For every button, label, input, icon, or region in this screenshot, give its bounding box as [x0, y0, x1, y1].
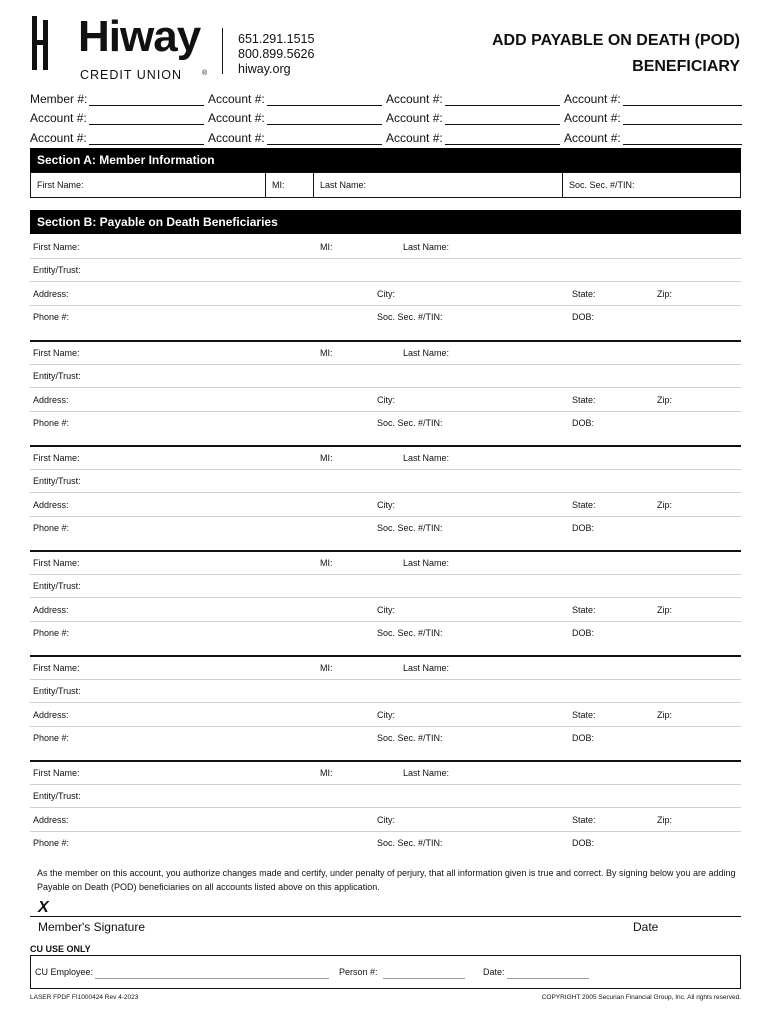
signature-field[interactable] — [30, 916, 741, 917]
beneficiary-zip-label: Zip: — [657, 395, 673, 405]
member-number-field[interactable] — [89, 94, 204, 106]
beneficiary-dob-label: DOB: — [572, 418, 595, 428]
beneficiary-address-label: Address: — [33, 815, 69, 825]
cu-employee-label: CU Employee: — [35, 967, 94, 977]
beneficiary-city-label: City: — [377, 395, 395, 405]
beneficiary-zip-label: Zip: — [657, 815, 673, 825]
account-number-field[interactable] — [267, 94, 382, 106]
beneficiary-mi-label: MI: — [320, 663, 333, 673]
beneficiary-mi-label: MI: — [320, 558, 333, 568]
beneficiary-last-name-label: Last Name: — [403, 558, 450, 568]
copyright: COPYRIGHT 2005 Securian Financial Group, Inc. All rights reserved. — [541, 994, 741, 1001]
beneficiary-block — [30, 236, 741, 341]
beneficiary-row[interactable] — [30, 832, 741, 855]
signature-mark: X — [38, 899, 49, 916]
beneficiary-row[interactable] — [30, 599, 741, 622]
cu-use-only-box — [30, 955, 741, 989]
account-number-field[interactable] — [623, 113, 742, 125]
beneficiary-row[interactable] — [30, 575, 741, 598]
beneficiary-entity-trust-label: Entity/Trust: — [33, 476, 81, 486]
account-number-field[interactable] — [445, 94, 560, 106]
member-ssn-field[interactable]: Soc. Sec. #/TIN: — [569, 180, 635, 190]
beneficiary-address-label: Address: — [33, 395, 69, 405]
hiway-logo — [30, 14, 230, 82]
beneficiary-last-name-label: Last Name: — [403, 348, 450, 358]
beneficiary-phone-label: Phone #: — [33, 838, 70, 848]
beneficiary-zip-label: Zip: — [657, 710, 673, 720]
account-number-field[interactable] — [89, 113, 204, 125]
beneficiary-ssn-label: Soc. Sec. #/TIN: — [377, 523, 443, 533]
registered-mark: ® — [202, 70, 208, 77]
beneficiary-block — [30, 340, 741, 445]
beneficiary-ssn-label: Soc. Sec. #/TIN: — [377, 838, 443, 848]
beneficiary-row[interactable] — [30, 389, 741, 412]
beneficiary-ssn-label: Soc. Sec. #/TIN: — [377, 418, 443, 428]
beneficiary-entity-trust-label: Entity/Trust: — [33, 791, 81, 801]
account-number-label: Account #: — [208, 91, 265, 106]
beneficiary-phone-label: Phone #: — [33, 733, 70, 743]
beneficiary-state-label: State: — [572, 395, 596, 405]
cu-date-label: Date: — [483, 967, 505, 977]
beneficiary-row[interactable] — [30, 809, 741, 832]
member-mi-field[interactable]: MI: — [266, 173, 314, 197]
beneficiary-first-name-label: First Name: — [33, 768, 80, 778]
beneficiary-city-label: City: — [377, 605, 395, 615]
signature-label: Member's Signature — [38, 920, 146, 934]
cu-date-field[interactable] — [507, 978, 589, 979]
cu-employee-field[interactable] — [95, 978, 329, 979]
beneficiary-state-label: State: — [572, 500, 596, 510]
beneficiary-row[interactable] — [30, 552, 741, 575]
beneficiary-first-name-label: First Name: — [33, 558, 80, 568]
account-number-grid — [30, 86, 742, 145]
beneficiary-city-label: City: — [377, 500, 395, 510]
beneficiary-entity-trust-label: Entity/Trust: — [33, 686, 81, 696]
beneficiary-last-name-label: Last Name: — [403, 768, 450, 778]
beneficiary-last-name-label: Last Name: — [403, 242, 450, 252]
contact-info — [238, 32, 314, 77]
beneficiary-row[interactable] — [30, 342, 741, 365]
beneficiary-ssn-label: Soc. Sec. #/TIN: — [377, 628, 443, 638]
section-a-header: Section A: Member Information — [30, 148, 741, 172]
hiway-logo-mark-icon — [30, 16, 74, 70]
member-last-name-field[interactable]: Last Name: — [314, 173, 563, 197]
beneficiary-dob-label: DOB: — [572, 312, 595, 322]
beneficiary-address-label: Address: — [33, 289, 69, 299]
account-number-field[interactable] — [89, 133, 204, 145]
beneficiary-address-label: Address: — [33, 710, 69, 720]
beneficiary-row[interactable] — [30, 704, 741, 727]
beneficiary-block — [30, 655, 741, 760]
account-number-field[interactable] — [623, 94, 742, 106]
beneficiary-state-label: State: — [572, 605, 596, 615]
section-b-header: Section B: Payable on Death Beneficiaries — [30, 210, 741, 234]
beneficiary-row[interactable] — [30, 657, 741, 680]
account-row — [30, 86, 742, 106]
beneficiary-last-name-label: Last Name: — [403, 663, 450, 673]
header-divider — [222, 28, 223, 74]
cu-person-label: Person #: — [339, 967, 378, 977]
beneficiary-row[interactable] — [30, 236, 741, 259]
beneficiary-row[interactable] — [30, 447, 741, 470]
beneficiary-phone-label: Phone #: — [33, 418, 70, 428]
beneficiary-row[interactable] — [30, 494, 741, 517]
account-number-label: Account #: — [386, 91, 443, 106]
phone-tollfree: 800.899.5626 — [238, 47, 315, 61]
account-number-label: Account #: — [564, 111, 621, 125]
beneficiary-row[interactable] — [30, 365, 741, 388]
beneficiary-city-label: City: — [377, 710, 395, 720]
beneficiary-city-label: City: — [377, 815, 395, 825]
certification-text: As the member on this account, you authorize changes made and certify, under penalty of perjury, that all information given is true and correct. By signing below you are adding Payable on Death (POD) beneficiaries on all accounts listed above on this application. — [37, 868, 736, 892]
beneficiary-block — [30, 760, 741, 865]
beneficiary-row[interactable] — [30, 727, 741, 750]
beneficiary-phone-label: Phone #: — [33, 312, 70, 322]
beneficiary-dob-label: DOB: — [572, 733, 595, 743]
signature-date-label: Date — [633, 920, 659, 934]
beneficiary-row[interactable] — [30, 259, 741, 282]
account-number-label: Account #: — [386, 130, 443, 145]
beneficiary-row[interactable] — [30, 785, 741, 808]
beneficiary-address-label: Address: — [33, 500, 69, 510]
beneficiary-zip-label: Zip: — [657, 605, 673, 615]
beneficiary-phone-label: Phone #: — [33, 628, 70, 638]
account-row — [30, 106, 742, 126]
beneficiary-first-name-label: First Name: — [33, 663, 80, 673]
beneficiary-phone-label: Phone #: — [33, 523, 70, 533]
beneficiary-mi-label: MI: — [320, 768, 333, 778]
account-number-label: Account #: — [30, 130, 87, 145]
beneficiary-ssn-label: Soc. Sec. #/TIN: — [377, 312, 443, 322]
beneficiary-row[interactable] — [30, 283, 741, 306]
beneficiary-mi-label: MI: — [320, 242, 333, 252]
beneficiary-ssn-label: Soc. Sec. #/TIN: — [377, 733, 443, 743]
beneficiary-state-label: State: — [572, 815, 596, 825]
account-number-field[interactable] — [445, 113, 560, 125]
beneficiary-first-name-label: First Name: — [33, 348, 80, 358]
website: hiway.org — [238, 62, 291, 76]
beneficiary-block — [30, 445, 741, 550]
account-number-label: Account #: — [30, 111, 87, 125]
account-row — [30, 125, 742, 145]
account-number-label: Account #: — [386, 111, 443, 125]
beneficiary-row[interactable] — [30, 680, 741, 703]
beneficiary-state-label: State: — [572, 289, 596, 299]
form-title: ADD PAYABLE ON DEATH (POD) BENEFICIARY — [491, 32, 740, 75]
cu-person-field[interactable] — [383, 978, 465, 979]
beneficiary-dob-label: DOB: — [572, 628, 595, 638]
beneficiary-row[interactable] — [30, 306, 741, 329]
beneficiary-zip-label: Zip: — [657, 500, 673, 510]
account-number-label: Account #: — [564, 91, 621, 106]
phone-local: 651.291.1515 — [238, 32, 315, 46]
beneficiary-dob-label: DOB: — [572, 838, 595, 848]
logo-wordmark: Hiway — [78, 12, 201, 61]
beneficiary-row[interactable] — [30, 517, 741, 540]
account-number-label: Account #: — [208, 130, 265, 145]
beneficiary-entity-trust-label: Entity/Trust: — [33, 581, 81, 591]
member-first-name-field[interactable]: First Name: — [31, 173, 266, 197]
beneficiary-dob-label: DOB: — [572, 523, 595, 533]
beneficiary-mi-label: MI: — [320, 453, 333, 463]
account-number-field[interactable] — [623, 133, 742, 145]
beneficiary-city-label: City: — [377, 289, 395, 299]
beneficiary-block — [30, 550, 741, 655]
logo-subtitle: CREDIT UNION — [80, 68, 183, 82]
beneficiary-address-label: Address: — [33, 605, 69, 615]
beneficiary-mi-label: MI: — [320, 348, 333, 358]
account-number-field[interactable] — [445, 133, 560, 145]
form-number: LASER FPDF FI1000424 Rev 4-2023 — [30, 994, 139, 1001]
beneficiary-row[interactable] — [30, 762, 741, 785]
account-number-field[interactable] — [267, 113, 382, 125]
beneficiary-first-name-label: First Name: — [33, 242, 80, 252]
beneficiary-entity-trust-label: Entity/Trust: — [33, 371, 81, 381]
cu-use-only-title: CU USE ONLY — [30, 944, 91, 954]
member-info-row — [30, 172, 741, 198]
beneficiary-row[interactable] — [30, 622, 741, 645]
member-number-label: Member #: — [30, 91, 88, 106]
beneficiary-zip-label: Zip: — [657, 289, 673, 299]
account-number-label: Account #: — [208, 111, 265, 125]
beneficiary-first-name-label: First Name: — [33, 453, 80, 463]
beneficiary-state-label: State: — [572, 710, 596, 720]
beneficiary-row[interactable] — [30, 412, 741, 435]
beneficiary-entity-trust-label: Entity/Trust: — [33, 265, 81, 275]
beneficiary-last-name-label: Last Name: — [403, 453, 450, 463]
beneficiary-row[interactable] — [30, 470, 741, 493]
account-number-field[interactable] — [267, 133, 382, 145]
account-number-label: Account #: — [564, 130, 621, 145]
